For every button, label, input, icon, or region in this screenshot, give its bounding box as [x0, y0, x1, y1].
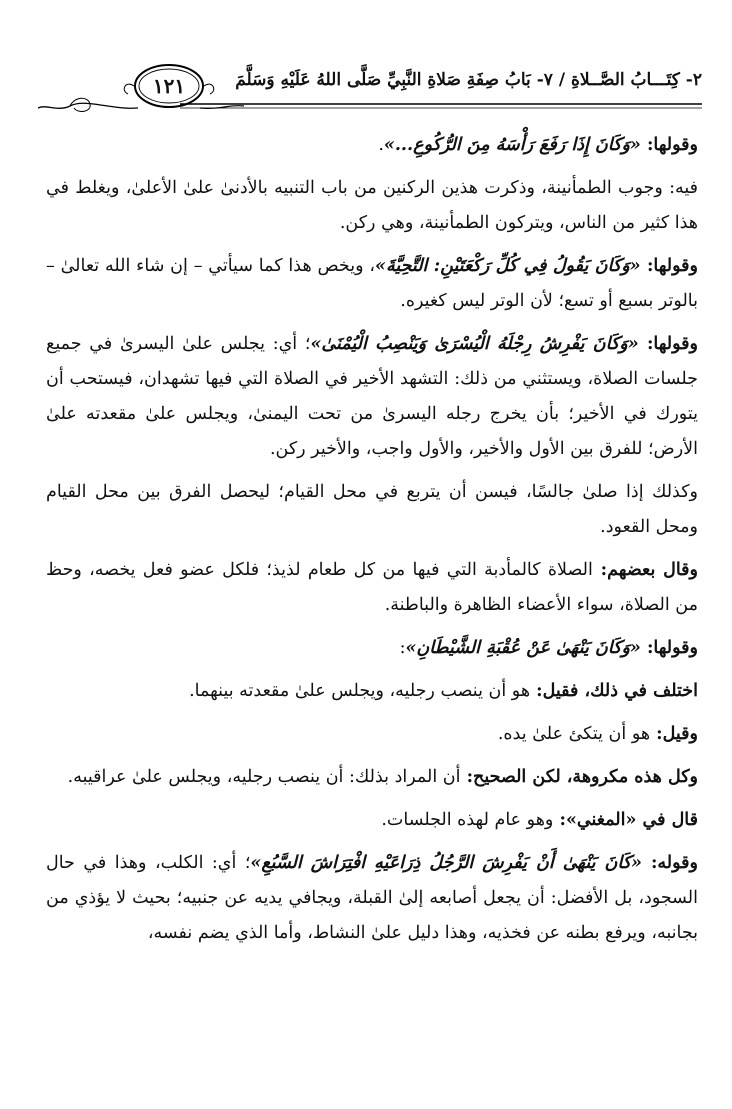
paragraph: [46, 475, 698, 545]
paragraph-lead: وكل هذه مكروهة، لكن الصحيح:: [460, 767, 698, 787]
body-text: [46, 128, 698, 959]
paragraph-lead: وقيل:: [650, 724, 698, 744]
paragraph-lead: وقولها:: [640, 135, 698, 155]
paragraph-text: فيه: وجوب الطمأنينة، وذكرت هذين الركنين من باب التنبيه بالأدنىٰ علىٰ الأعلىٰ، ويغلط في هذا كثير من الناس، ويتركون الطمأنينة، وهي ركن.: [46, 178, 698, 233]
paragraph-text: هو أن يتكئ علىٰ يده.: [497, 724, 651, 744]
paragraph-text: وكذلك إذا صلىٰ جالسًا، فيسن أن يتربع في محل القيام؛ ليحصل الفرق بين محل القيام ومحل القعود.: [46, 482, 698, 537]
paragraph-text: ، ويخص هذا كما سيأتي – إن شاء الله تعالىٰ – بالوتر بسبع أو تسع؛ لأن الوتر ليس كغيره.: [46, 256, 698, 311]
paragraph-lead: قال في «المغني»:: [553, 810, 698, 830]
page-header: [30, 60, 710, 120]
paragraph: [46, 846, 698, 951]
paragraph-lead: اختلف في ذلك، فقيل:: [530, 681, 698, 701]
paragraph-text: أن المراد بذلك: أن ينصب رجليه، ويجلس علىٰ عراقيبه.: [67, 767, 461, 787]
paragraph: [46, 760, 698, 795]
page-number: ١٢١: [152, 74, 186, 98]
paragraph: [46, 631, 698, 666]
hadith-quote: «وَكَانَ يَنْهَىٰ عَنْ عُقْبَةِ الشَّيْطَانِ»: [405, 638, 641, 658]
paragraph-text: الصلاة كالمأدبة التي فيها من كل طعام لذيذ؛ فلكل عضو فعل يخصه، وحظ من الصلاة، سواء الأعضاء الظاهرة والباطنة.: [46, 560, 698, 615]
hadith-quote: «وَكَانَ يَقُولُ فِي كُلِّ رَكْعَتَيْنِ: التَّحِيَّةَ»: [375, 256, 641, 276]
paragraph-text: :: [399, 638, 406, 658]
paragraph-lead: وقولها:: [640, 638, 698, 658]
paragraph: [46, 171, 698, 241]
paragraph-lead: وقولها:: [638, 334, 698, 354]
running-title: ٢- كِتَـــابُ الصَّــلاةِ / ٧- بَابُ صِفَةِ صَلاةِ النَّبِيِّ صَلَّى اللهُ عَلَيْهِ وَسَلَّمَ: [235, 70, 702, 90]
paragraph: [46, 717, 698, 752]
hadith-quote: «وَكَانَ إِذَا رَفَعَ رَأْسَهُ مِنَ الرُّكُوعِ...»: [383, 135, 641, 155]
paragraph-text: ؛ أي: الكلب، وهذا في حال السجود، بل الأفضل: أن يجعل أصابعه إلىٰ القبلة، ويجافي يديه عن جنبيه؛ بحيث لا يؤذي من بجانبه، ويرفع بطنه عن فخذيه، وهذا دليل علىٰ النشاط، وأما الذي يضم نفسه،: [46, 853, 698, 943]
paragraph-lead: وقولها:: [640, 256, 699, 276]
hadith-quote: «كَانَ يَنْهَىٰ أَنْ يَفْرِشَ الرَّجُلُ ذِرَاعَيْهِ افْتِرَاشَ السَّبُعِ»: [250, 853, 642, 873]
paragraph: [46, 128, 698, 163]
paragraph-text: .: [378, 135, 384, 155]
hadith-quote: «وَكَانَ يَفْرِشُ رِجْلَهُ الْيُسْرَىٰ وَيَنْصِبُ الْيُمْنَىٰ»: [310, 334, 639, 354]
paragraph: [46, 674, 698, 709]
paragraph-text: وهو عام لهذه الجلسات.: [381, 810, 554, 830]
paragraph: [46, 553, 698, 623]
paragraph: [46, 803, 698, 838]
paragraph: [46, 249, 698, 319]
paragraph-text: ؛ أي: يجلس علىٰ اليسرىٰ في جميع جلسات الصلاة، ويستثني من ذلك: التشهد الأخير في الصلاة التي فيها تشهدان، فيستحب أن يتورك في الأخير؛ بأن يخرج رجله اليسرىٰ من تحت اليمنىٰ، ويجلس علىٰ مقعدته علىٰ الأرض؛ للفرق بين الأول والأخير، والأول واجب، والأخير ركن.: [46, 334, 698, 459]
paragraph-text: هو أن ينصب رجليه، ويجلس علىٰ مقعدته بينهما.: [189, 681, 531, 701]
paragraph: [46, 327, 698, 467]
paragraph-lead: وقال بعضهم:: [592, 560, 698, 580]
paragraph-lead: وقوله:: [641, 853, 698, 873]
